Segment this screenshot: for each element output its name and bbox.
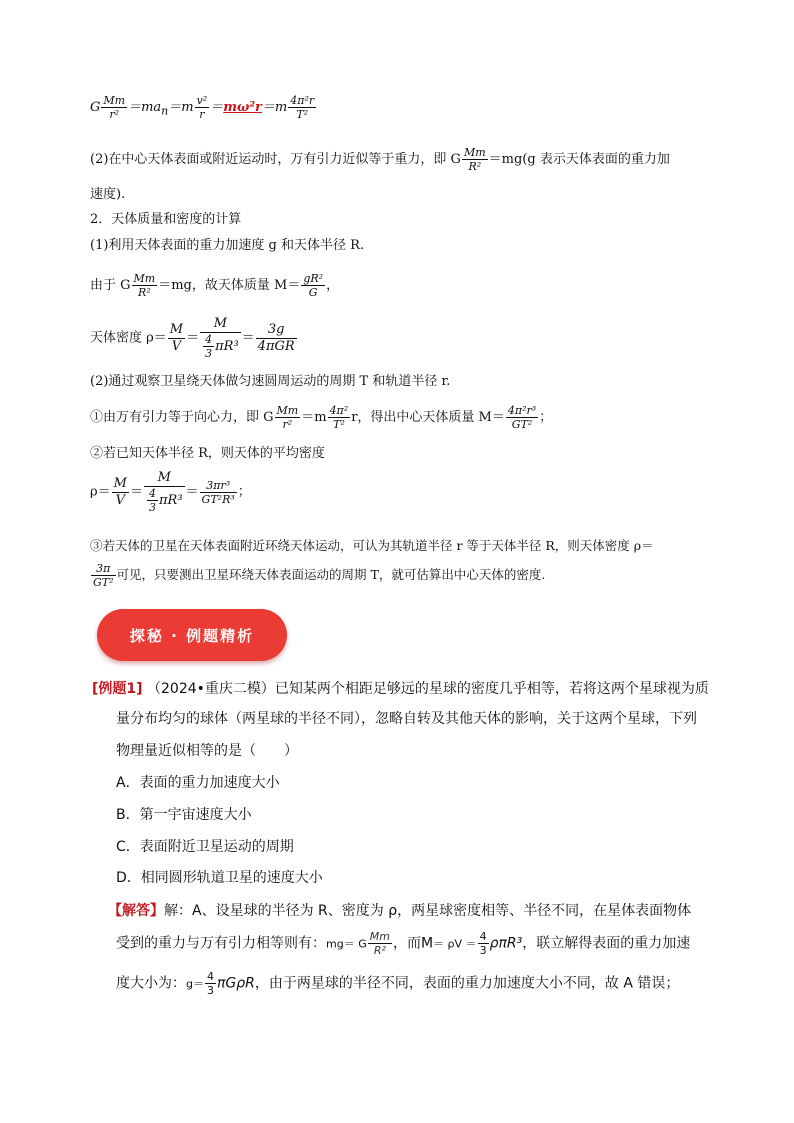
circle-3-cont: $\frac{3\pi}{\text{GT²}}$ 可见，只要测出卫星环绕天体表面运动的周期 T，就可估算出中心天体的密度. [93,562,546,589]
fraction: $\frac{\text{3πr³}}{\text{GT²R³}}$ [201,478,235,506]
fraction: $\frac{\text{4π²r}}{\text{T²}}$ [290,94,315,121]
fraction: $\frac{4}{3}$ [479,930,487,957]
section-item-2: (2)通过观察卫星绕天体做匀速圆周运动的周期 T 和轨道半径 r. [90,374,451,389]
answer-line-3: 度大小为：g＝ $\frac{4}{3}$ πGρR，由于两星球的半径不同，表面的重力加速度大小不同，故 A 错误； [116,970,680,997]
answer-line-2: 受到的重力与万有引力相等则有：mg＝ G $\frac{Mm}{\text{R²}}$ ，而M＝ ρV ＝ $\frac{4}{3}$ ρπR³，联立解得表面的重力加速 [116,930,691,957]
section-title: 2．天体质量和密度的计算 [90,212,242,227]
option-b: B．第一宇宙速度大小 [116,807,252,823]
circle-1-line: ①由万有引力等于向心力，即 G $\frac{Mm}{\text{r²}}$ ＝m $\frac{\text{4π²}}{\text{T²}}$ r，得出中心天体质量 M＝ $\frac{\text{4π²r³}}{\text{GT²}}$ ； [90,404,553,431]
example-line-3: 物理量近似相等的是（ ） [116,743,298,759]
fraction: $\frac{Mm}{\text{r²}}$ [276,404,299,431]
example-line-1: [例题1] （2024•重庆二模）已知某两个相距足够远的星球的密度几乎相等，若将这两个星球视为质 [92,681,709,697]
section-item-1: (1)利用天体表面的重力加速度 g 和天体半径 R. [90,238,365,253]
item-2-line: (2)在中心天体表面或附近运动时，万有引力近似等于重力，即 G $\frac{Mm}{\text{R²}}$ ＝mg(g 表示天体表面的重力加 [90,146,670,173]
fraction: $\frac{Mm}{\text{R²}}$ [463,146,486,173]
fraction: $\frac{4}{3}$ [148,487,156,514]
fraction: $\frac{M}{V}$ [113,475,127,508]
fraction: $\frac{4}{3}$ [206,970,214,997]
fraction: $\frac{\text{gR²}}{G}$ [303,272,324,299]
fraction: $\frac{3g}{\text{4πGR}}$ [257,321,295,354]
density-formula-line: 天体密度 ρ＝ $\frac{M}{V}$ ＝ M $\frac{4}{3}$ πR³ ＝ $\frac{3g}{\text{4πGR}}$ [90,316,295,360]
option-a: A．表面的重力加速度大小 [116,775,280,791]
mass-formula-line: 由于 G $\frac{Mm}{\text{R²}}$ ＝mg，故天体质量 M＝ $\frac{\text{gR²}}{G}$ ， [90,272,340,299]
rho-formula-line: ρ＝ $\frac{M}{V}$ ＝ M $\frac{4}{3}$ πR³ ＝ $\frac{\text{3πr³}}{\text{GT²R³}}$ ； [90,470,251,514]
fraction: $\frac{Mm}{\text{R²}}$ [369,930,390,957]
item-2-cont: 速度). [90,187,126,202]
fraction: $\frac{4}{3}$ [205,333,213,360]
option-d: D．相同圆形轨道卫星的速度大小 [116,870,323,886]
option-c: C．表面附近卫星运动的周期 [116,839,294,855]
highlighted-term: mω²r [223,100,262,115]
fraction: $\frac{\text{v²}}{r}$ [196,94,208,121]
answer-tag: 【解答】 [108,903,164,919]
fraction: $\frac{M}{V}$ [169,321,184,354]
example-line-2: 量分布均匀的球体（两星球的半径不同），忽略自转及其他天体的影响，关于这两个星球，下列 [116,711,697,727]
fraction: $\frac{\text{4π²r³}}{\text{GT²}}$ [507,404,537,431]
example-tag: [例题1] [92,681,143,697]
fraction: $\frac{3\pi}{\text{GT²}}$ [93,562,114,589]
fraction: $\frac{\text{4π²}}{\text{T²}}$ [329,404,349,431]
fraction: M $\frac{4}{3}$ πR³ [144,470,185,514]
fraction: $\frac{Mm}{\text{r²}}$ [103,94,126,121]
formula-centripetal: G $\frac{Mm}{\text{r²}}$ $=ma_n=m$ $\frac{\text{v²}}{r}$ ＝mω²r＝m $\frac{\text{4π²r}}{\text{T²}}$ [90,94,315,121]
circle-3-line: ③若天体的卫星在天体表面附近环绕天体运动，可认为其轨道半径 r 等于天体半径 R，则天体密度 ρ＝ [90,538,654,553]
circle-2-line: ②若已知天体半径 R，则天体的平均密度 [90,446,325,461]
section-banner: 探秘 · 例题精析 [97,609,287,661]
answer-line-1: 【解答】解：A、设星球的半径为 R、密度为 ρ，两星球密度相等、半径不同，在星体表面物体 [108,903,692,919]
fraction: $\frac{Mm}{\text{R²}}$ [133,272,156,299]
fraction: M $\frac{4}{3}$ πR³ [200,316,241,360]
